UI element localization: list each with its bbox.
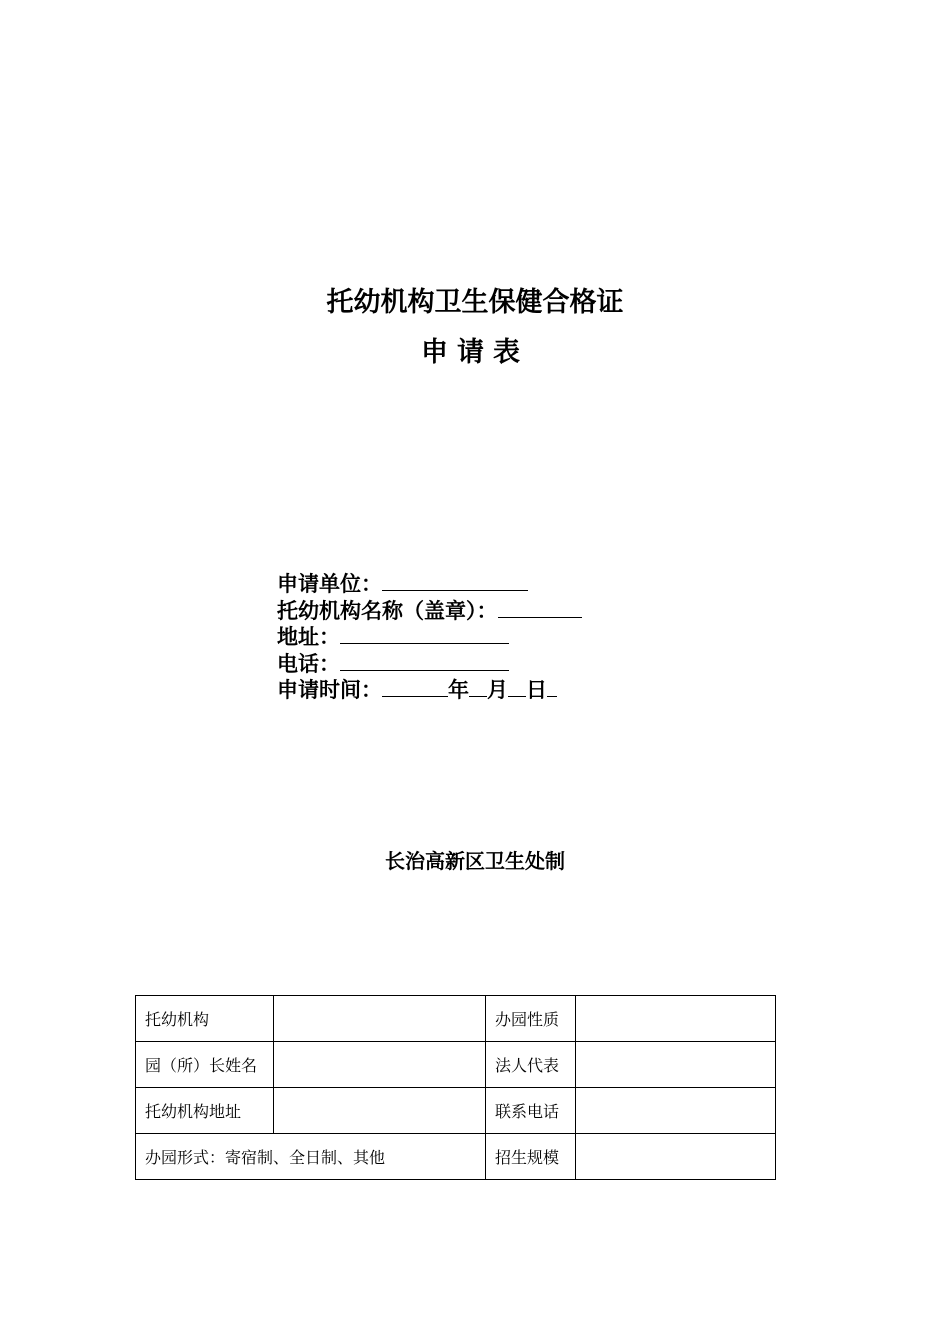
institution-input-cell[interactable] (274, 996, 486, 1042)
table-row (136, 1088, 776, 1134)
table-label-cell: 办园性质 (486, 996, 576, 1042)
table-row (136, 1042, 776, 1088)
director-name-input-cell[interactable] (274, 1042, 486, 1088)
table-row (136, 996, 776, 1042)
year-blank[interactable] (382, 677, 448, 697)
phone-field (277, 651, 582, 678)
application-fields (277, 571, 582, 704)
table-row (136, 1134, 776, 1180)
applicant-unit-label: 申请单位： (277, 572, 382, 596)
document-subtitle: 申请表 (421, 337, 529, 368)
contact-phone-input-cell[interactable] (576, 1088, 776, 1134)
phone-label: 电话： (277, 651, 340, 676)
address-label: 地址： (277, 625, 340, 649)
month-label: 月 (487, 678, 508, 702)
day-blank[interactable] (508, 677, 526, 697)
address-blank[interactable] (340, 624, 509, 644)
applicant-unit-blank[interactable] (382, 571, 528, 591)
apply-time-label: 申请时间： (277, 678, 382, 702)
apply-time-field (277, 677, 582, 704)
table-label-cell: 联系电话 (486, 1088, 576, 1134)
address-input-cell[interactable] (274, 1088, 486, 1134)
table-label-cell: 法人代表 (486, 1042, 576, 1088)
institution-name-blank[interactable] (498, 598, 582, 618)
issuer-text: 长治高新区卫生处制 (385, 849, 565, 873)
table-label-cell: 园（所）长姓名 (136, 1042, 274, 1088)
applicant-unit-field (277, 571, 582, 598)
legal-rep-input-cell[interactable] (576, 1042, 776, 1088)
institution-name-field (277, 598, 582, 625)
table-label-cell: 托幼机构 (136, 996, 274, 1042)
year-label: 年 (448, 678, 469, 702)
address-field (277, 624, 582, 651)
table-label-cell: 招生规模 (486, 1134, 576, 1180)
table-label-cell[interactable]: 办园形式：寄宿制、全日制、其他 (136, 1134, 486, 1180)
nature-input-cell[interactable] (576, 996, 776, 1042)
month-blank[interactable] (469, 677, 487, 697)
trailing-blank (547, 677, 557, 697)
info-table (135, 995, 776, 1180)
phone-blank[interactable] (340, 651, 509, 671)
institution-name-label: 托幼机构名称（盖章）： (277, 598, 498, 623)
day-label: 日 (526, 678, 547, 702)
enrollment-input-cell[interactable] (576, 1134, 776, 1180)
table-label-cell: 托幼机构地址 (136, 1088, 274, 1134)
document-title: 托幼机构卫生保健合格证 (326, 287, 624, 318)
